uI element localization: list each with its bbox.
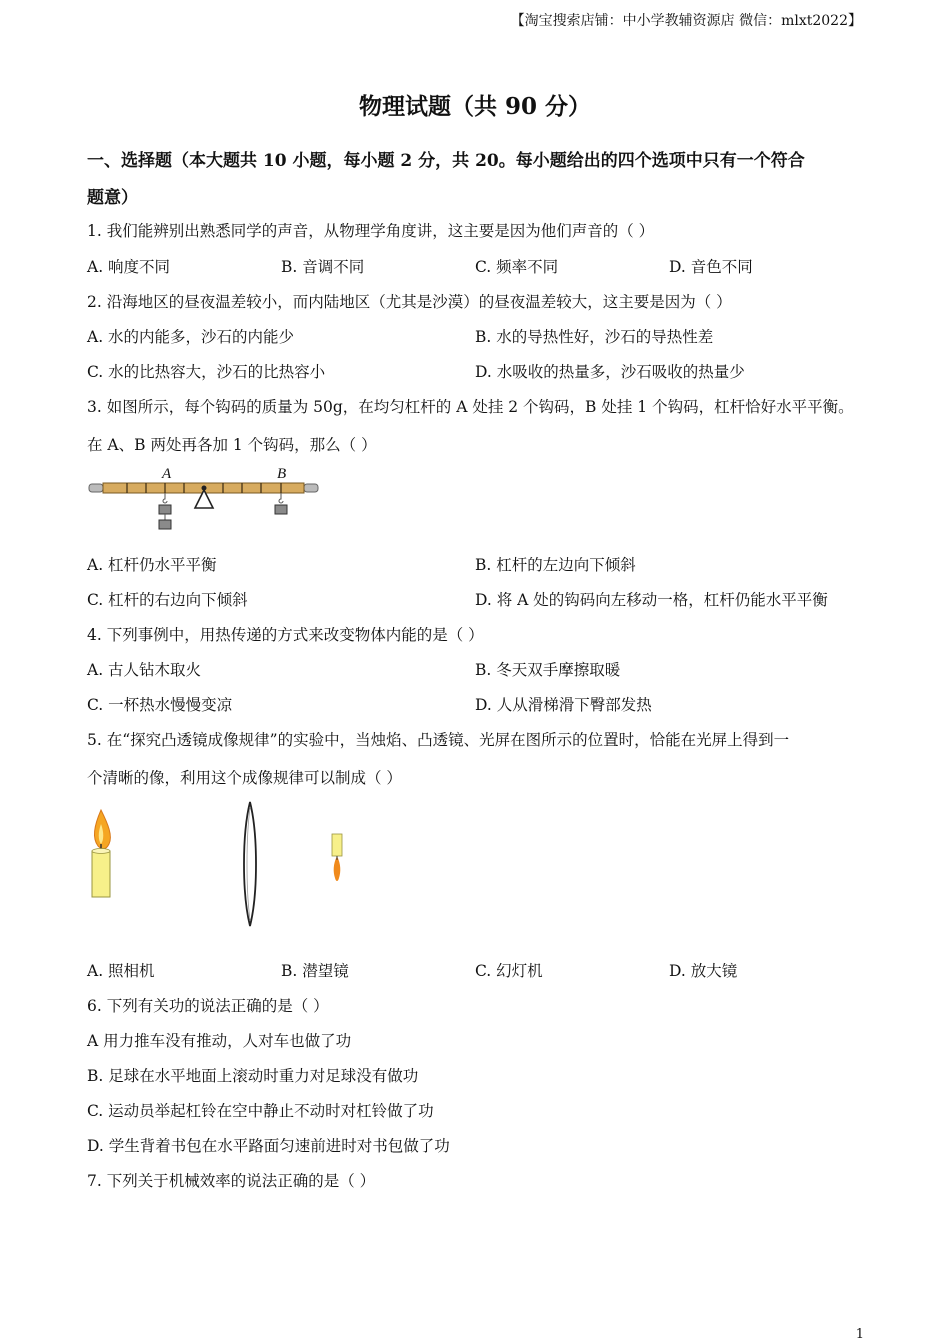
- question-3-stem-line1: 3. 如图所示，每个钩码的质量为 50g，在均匀杠杆的 A 处挂 2 个钩码，B 处挂 1 个钩码，杠杆恰好水平平衡。: [87, 398, 854, 416]
- q6-option-a: A 用力推车没有推动，人对车也做了功: [87, 1032, 352, 1050]
- question-7-stem: 7. 下列关于机械效率的说法正确的是（ ）: [87, 1172, 376, 1190]
- q1-option-b: B. 音调不同: [281, 258, 365, 276]
- q2-option-b: B. 水的导热性好，沙石的导热性差: [475, 328, 714, 346]
- section-heading-line2: 题意）: [87, 188, 138, 208]
- q1-option-d: D. 音色不同: [669, 258, 753, 276]
- q5-option-d: D. 放大镜: [669, 962, 738, 980]
- weight-a-1: [159, 505, 171, 514]
- q6-option-d: D. 学生背着书包在水平路面匀速前进时对书包做了功: [87, 1137, 450, 1155]
- label-a: A: [162, 466, 172, 482]
- q1-option-c: C. 频率不同: [475, 258, 559, 276]
- hook-a: [163, 493, 167, 503]
- image-candle-body: [332, 834, 342, 856]
- lever-figure: [86, 462, 326, 534]
- q2-option-c: C. 水的比热容大，沙石的比热容小: [87, 363, 326, 381]
- question-2-stem: 2. 沿海地区的昼夜温差较小，而内陆地区（尤其是沙漠）的昼夜温差较大，这主要是因为（ ）: [87, 293, 732, 311]
- q3-option-b: B. 杠杆的左边向下倾斜: [475, 556, 636, 574]
- question-4-stem: 4. 下列事例中，用热传递的方式来改变物体内能的是（ ）: [87, 626, 484, 644]
- page-number: 1: [855, 1327, 864, 1342]
- q5-option-b: B. 潜望镜: [281, 962, 349, 980]
- lens-experiment-figure: [84, 798, 364, 933]
- question-6-stem: 6. 下列有关功的说法正确的是（ ）: [87, 997, 329, 1015]
- q4-option-a: A. 古人钻木取火: [87, 661, 202, 679]
- page-title: 物理试题（共 90 分）: [358, 93, 592, 120]
- q3-option-a: A. 杠杆仍水平平衡: [87, 556, 217, 574]
- question-5-stem-line2: 个清晰的像，利用这个成像规律可以制成（ ）: [87, 769, 402, 787]
- q2-option-a: A. 水的内能多，沙石的内能少: [87, 328, 295, 346]
- hook-b: [279, 493, 283, 503]
- weight-a-2: [159, 520, 171, 529]
- q1-option-a: A. 响度不同: [87, 258, 171, 276]
- q5-option-c: C. 幻灯机: [475, 962, 543, 980]
- q3-option-d: D. 将 A 处的钩码向左移动一格，杠杆仍能水平平衡: [475, 591, 828, 609]
- q4-option-c: C. 一杯热水慢慢变凉: [87, 696, 233, 714]
- header-note: 【淘宝搜索店铺：中小学教辅资源店 微信：mlxt2022】: [510, 13, 862, 29]
- label-b: B: [277, 466, 287, 482]
- lever-left-knob: [89, 484, 103, 492]
- q6-option-c: C. 运动员举起杠铃在空中静止不动时对杠铃做了功: [87, 1102, 434, 1120]
- q5-option-a: A. 照相机: [87, 962, 155, 980]
- question-1-stem: 1. 我们能辨别出熟悉同学的声音，从物理学角度讲，这主要是因为他们声音的（ ）: [87, 222, 655, 240]
- q4-option-b: B. 冬天双手摩擦取暖: [475, 661, 621, 679]
- q4-option-d: D. 人从滑梯滑下臀部发热: [475, 696, 652, 714]
- candle-body: [92, 851, 110, 897]
- q3-option-c: C. 杠杆的右边向下倾斜: [87, 591, 248, 609]
- weight-b-1: [275, 505, 287, 514]
- q2-option-d: D. 水吸收的热量多，沙石吸收的热量少: [475, 363, 745, 381]
- convex-lens: [244, 802, 256, 926]
- q6-option-b: B. 足球在水平地面上滚动时重力对足球没有做功: [87, 1067, 419, 1085]
- question-3-stem-line2: 在 A、B 两处再各加 1 个钩码，那么（ ）: [87, 436, 377, 454]
- lever-right-knob: [304, 484, 318, 492]
- section-heading-line1: 一、选择题（本大题共 10 小题，每小题 2 分，共 20。每小题给出的四个选项中只有一个符合: [87, 151, 805, 171]
- question-5-stem-line1: 5. 在“探究凸透镜成像规律”的实验中，当烛焰、凸透镜、光屏在图所示的位置时，恰能在光屏上得到一: [87, 731, 790, 749]
